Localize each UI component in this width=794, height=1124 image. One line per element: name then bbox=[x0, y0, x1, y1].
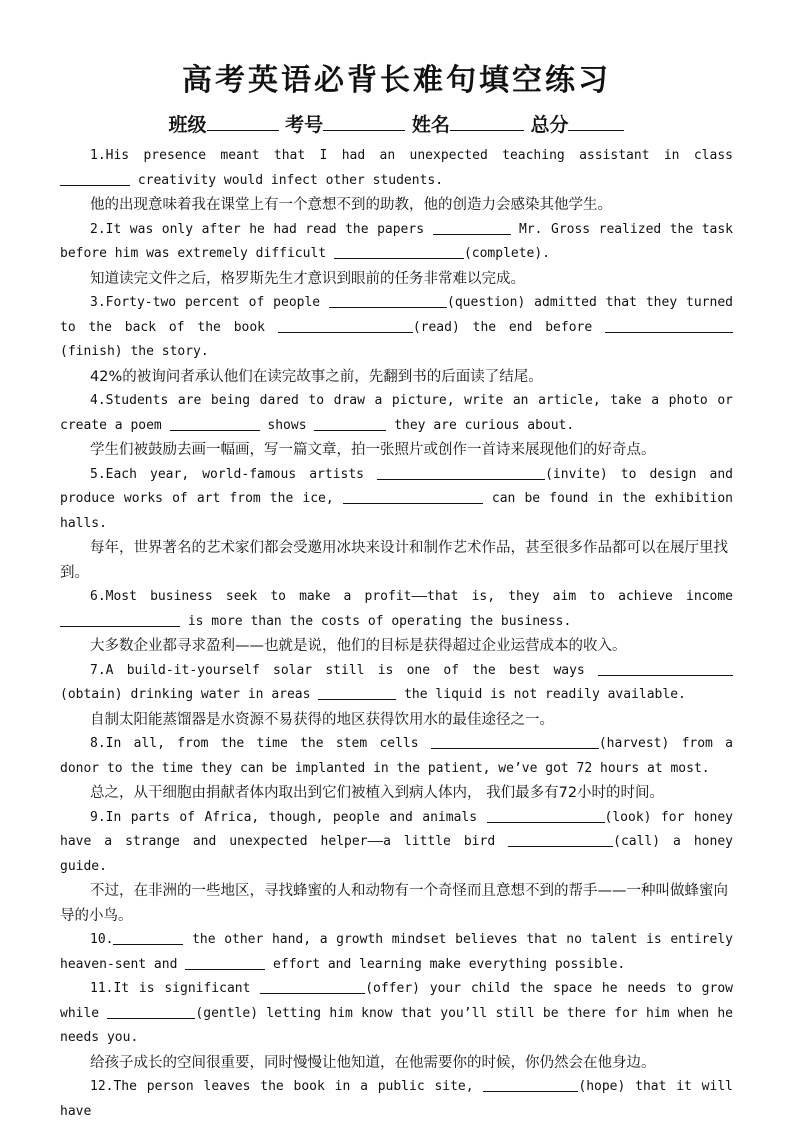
sentence-text: (call) a honey guide. bbox=[60, 834, 733, 874]
chinese-translation: 自制太阳能蒸馏器是水资源不易获得的地区获得饮用水的最佳途径之一。 bbox=[90, 711, 554, 728]
sentence-text: 8.In all, from the time the stem cells bbox=[90, 736, 431, 751]
sentence-text: 12.The person leaves the book in a public site, bbox=[90, 1079, 484, 1094]
answer-blank[interactable] bbox=[598, 661, 733, 676]
english-sentence bbox=[60, 1075, 733, 1124]
exercise-item bbox=[60, 1075, 733, 1124]
sentence-text: Mr. Gross realized the task before him was extremely difficult bbox=[60, 221, 733, 261]
english-sentence bbox=[60, 659, 733, 708]
class-blank[interactable] bbox=[207, 112, 279, 131]
chinese-translation: 学生们被鼓励去画一幅画，写一篇文章，拍一张照片或创作一首诗来展现他们的好奇点。 bbox=[90, 442, 656, 458]
chinese-translation: 大多数企业都寻求盈利——也就是说，他们的目标是获得超过企业运营成本的收入。 bbox=[90, 638, 627, 654]
page-title: 高考英语必背长难句填空练习 bbox=[182, 63, 611, 98]
english-sentence bbox=[60, 732, 733, 781]
answer-blank[interactable] bbox=[113, 930, 183, 945]
answer-blank[interactable] bbox=[260, 979, 365, 994]
english-sentence bbox=[60, 463, 733, 537]
english-sentence bbox=[60, 218, 733, 267]
sentence-text: 3.Forty-two percent of people bbox=[90, 295, 330, 310]
worksheet-page bbox=[60, 0, 733, 1124]
sentence-text: (complete). bbox=[463, 246, 551, 261]
sentence-text: 11.It is significant bbox=[90, 981, 261, 996]
answer-blank[interactable] bbox=[483, 1077, 578, 1092]
sentence-text: creativity would infect other students. bbox=[130, 172, 444, 188]
answer-blank[interactable] bbox=[314, 416, 386, 431]
answer-blank[interactable] bbox=[487, 808, 605, 823]
exercise-item bbox=[60, 977, 733, 1075]
answer-blank[interactable] bbox=[318, 685, 396, 700]
sentence-text: (hope) that it will have bbox=[60, 1079, 733, 1119]
sentence-text: is more than the costs of operating the business. bbox=[180, 613, 572, 629]
english-sentence bbox=[60, 144, 733, 193]
answer-blank[interactable] bbox=[377, 465, 545, 480]
english-sentence bbox=[60, 977, 733, 1051]
answer-blank[interactable] bbox=[60, 612, 180, 627]
sentence-text: (gentle) letting him know that you’ll still be there for him when he needs you. bbox=[60, 1005, 734, 1045]
class-label: 班级 bbox=[168, 114, 207, 136]
sentence-text: the other hand, a growth mindset believes that no talent is entirely heaven-sent and bbox=[60, 932, 733, 972]
english-sentence bbox=[60, 291, 733, 365]
sentence-text: 7.A build-it-yourself solar still is one of the best ways bbox=[90, 662, 598, 678]
answer-blank[interactable] bbox=[433, 220, 511, 235]
exercise-item bbox=[60, 463, 733, 586]
sentence-text: 4.Students are being dared to draw a picture, write an article, take a photo or create a poem bbox=[60, 393, 733, 433]
english-sentence bbox=[60, 806, 733, 880]
sentence-text: 10. bbox=[90, 932, 114, 947]
header-fields bbox=[60, 112, 733, 138]
chinese-translation: 知道读完文件之后，格罗斯先生才意识到眼前的任务非常难以完成。 bbox=[90, 270, 525, 287]
chinese-translation: 总之，从干细胞由捐献者体内取出到它们被植入到病人体内， 我们最多有72小时的时间。 bbox=[90, 785, 665, 801]
exercise-item bbox=[60, 806, 733, 929]
sentence-text: (offer) your child the space he needs to grow while bbox=[60, 981, 733, 1021]
chinese-translation: 每年，世界著名的艺术家们都会受邀用冰块来设计和制作艺术作品，甚至很多作品都可以在展厅里找到。 bbox=[60, 540, 728, 581]
sentence-text: effort and learning make everything possible. bbox=[265, 956, 626, 972]
answer-blank[interactable] bbox=[185, 955, 265, 970]
sentence-text: 1.His presence meant that I had an unexpected teaching assistant in class bbox=[90, 148, 733, 163]
name-label: 姓名 bbox=[411, 114, 450, 136]
score-label: 总分 bbox=[530, 114, 569, 136]
exercise-item bbox=[60, 291, 733, 389]
exercise-item bbox=[60, 585, 733, 659]
exercise-item bbox=[60, 659, 733, 733]
answer-blank[interactable] bbox=[508, 832, 613, 847]
exam-no-blank[interactable] bbox=[323, 112, 405, 131]
english-sentence bbox=[60, 928, 733, 977]
sentence-text: (obtain) drinking water in areas bbox=[60, 687, 319, 702]
sentence-text: (finish) the story. bbox=[60, 344, 209, 359]
name-blank[interactable] bbox=[450, 112, 524, 131]
exercise-item bbox=[60, 144, 733, 218]
exercise-list bbox=[60, 144, 733, 1124]
exercise-item bbox=[60, 389, 733, 463]
chinese-translation: 42%的被询问者承认他们在读完故事之前，先翻到书的后面读了结尾。 bbox=[90, 368, 543, 385]
answer-blank[interactable] bbox=[431, 734, 599, 749]
answer-blank[interactable] bbox=[107, 1004, 195, 1019]
exercise-item bbox=[60, 928, 733, 977]
sentence-text: (read) the end before bbox=[412, 319, 606, 335]
sentence-text: (look) for honey have a strange and unexpected helper——a little bird bbox=[60, 809, 733, 849]
sentence-text: (invite) to design and produce works of art from the ice, bbox=[60, 466, 734, 506]
sentence-text: 2.It was only after he had read the papers bbox=[90, 221, 433, 237]
answer-blank[interactable] bbox=[170, 416, 260, 431]
exercise-item bbox=[60, 218, 733, 292]
sentence-text: 6.Most business seek to make a profit——that is, they aim to achieve income bbox=[90, 589, 733, 604]
english-sentence bbox=[60, 585, 733, 634]
exercise-item bbox=[60, 732, 733, 806]
sentence-text: they are curious about. bbox=[386, 417, 575, 433]
answer-blank[interactable] bbox=[329, 293, 447, 308]
exam-no-label: 考号 bbox=[285, 114, 324, 136]
answer-blank[interactable] bbox=[343, 489, 483, 504]
chinese-translation: 不过，在非洲的一些地区，寻找蜂蜜的人和动物有一个奇怪而且意想不到的帮手——一种叫做蜂蜜向导的小鸟。 bbox=[60, 883, 728, 924]
sentence-text: the liquid is not readily available. bbox=[396, 687, 686, 702]
answer-blank[interactable] bbox=[278, 318, 413, 333]
english-sentence bbox=[60, 389, 733, 438]
sentence-text: shows bbox=[259, 417, 315, 433]
sentence-text: can be found in the exhibition halls. bbox=[60, 491, 733, 531]
sentence-text: 9.In parts of Africa, though, people and animals bbox=[90, 809, 487, 825]
sentence-text: (question) admitted that they turned to the back of the book bbox=[60, 295, 733, 335]
answer-blank[interactable] bbox=[605, 318, 733, 333]
answer-blank[interactable] bbox=[334, 244, 464, 259]
sentence-text: 5.Each year, world-famous artists bbox=[90, 466, 378, 482]
chinese-translation: 给孩子成长的空间很重要，同时慢慢让他知道，在他需要你的时候，你仍然会在他身边。 bbox=[90, 1054, 656, 1071]
sentence-text: (harvest) from a donor to the time they can be implanted in the patient, we’ve got 72 hours at most. bbox=[60, 736, 733, 776]
chinese-translation: 他的出现意味着我在课堂上有一个意想不到的助教，他的创造力会感染其他学生。 bbox=[90, 197, 612, 213]
answer-blank[interactable] bbox=[60, 171, 130, 186]
score-blank[interactable] bbox=[568, 112, 624, 131]
